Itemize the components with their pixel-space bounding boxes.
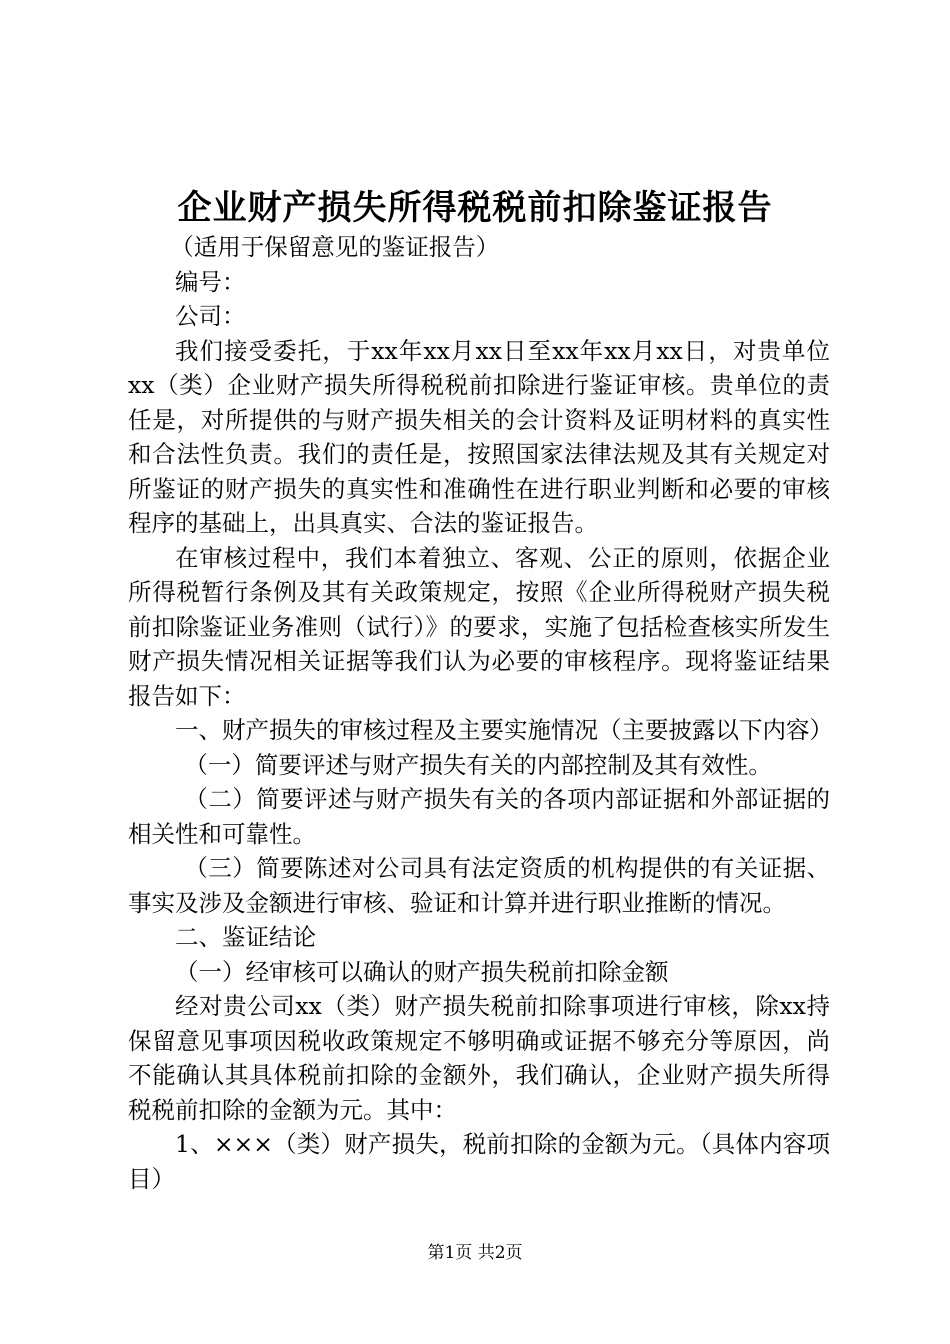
paragraph-engagement: 我们接受委托，于xx年xx月xx日至xx年xx月xx日，对贵单位xx（类）企业财产损失所得税税前扣除进行鉴证审核。贵单位的责任是，对所提供的与财产损失相关的会计资料及证明材料的真实性和合法性负责。我们的责任是，按照国家法律法规及其有关规定对所鉴证的财产损失的真实性和准确性在进行职业判断和必要的审核程序的基础上，出具真实、合法的鉴证报告。 <box>128 336 830 537</box>
company-label: 公司： <box>175 302 246 330</box>
document-body <box>128 230 833 1196</box>
item-1-2: （二）简要评述与财产损失有关的各项内部证据和外部证据的相关性和可靠性。 <box>128 785 830 848</box>
section-heading-2: 二、鉴证结论 <box>175 923 316 951</box>
document-title: 企业财产损失所得税税前扣除鉴证报告 <box>177 188 773 228</box>
item-2-1: （一）经审核可以确认的财产损失税前扣除金额 <box>175 957 669 986</box>
item-1-3: （三）简要陈述对公司具有法定资质的机构提供的有关证据、事实及涉及金额进行审核、验证和计算并进行职业推断的情况。 <box>128 854 830 917</box>
paragraph-process: 在审核过程中，我们本着独立、客观、公正的原则，依据企业所得税暂行条例及其有关政策规定，按照《企业所得税财产损失税前扣除鉴证业务准则（试行）》的要求，实施了包括检查核实所发生财产损失情况相关证据等我们认为必要的审核程序。现将鉴证结果报告如下： <box>128 543 830 710</box>
report-number-label: 编号： <box>175 267 246 296</box>
paragraph-conclusion: 经对贵公司xx（类）财产损失税前扣除事项进行审核，除xx持保留意见事项因税收政策规定不够明确或证据不够充分等原因，尚不能确认其具体税前扣除的金额外，我们确认，企业财产损失所得税税前扣除的金额为元。其中： <box>128 992 830 1124</box>
page-footer: 第1页 共2页 <box>427 1243 523 1263</box>
section-heading-1: 一、财产损失的审核过程及主要实施情况（主要披露以下内容） <box>175 716 833 744</box>
subtitle-note: （适用于保留意见的鉴证报告） <box>170 233 500 261</box>
paragraph-detail-1: 1、×××（类）财产损失，税前扣除的金额为元。（具体内容项目） <box>128 1130 830 1193</box>
item-1-1: （一）简要评述与财产损失有关的内部控制及其有效性。 <box>184 750 772 779</box>
